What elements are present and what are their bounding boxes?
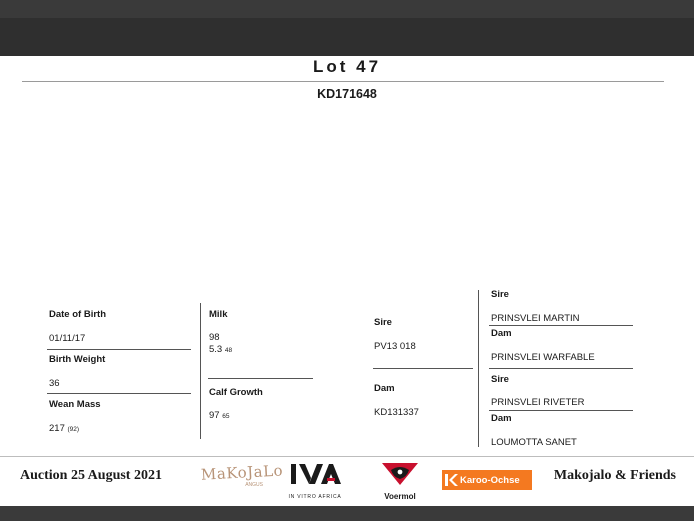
auction-date: Auction 25 August 2021 (20, 468, 162, 483)
wean-mass-label: Wean Mass (49, 399, 101, 410)
milk-value-2-index: 48 (224, 347, 233, 354)
gp-divider-2 (489, 368, 633, 369)
dob-label: Date of Birth (49, 309, 106, 320)
karoo-logo-text: Karoo-Ochse (460, 474, 520, 486)
footer-divider (0, 456, 694, 457)
wean-mass-number: 217 (49, 423, 65, 434)
wean-mass-index: (92) (67, 426, 80, 433)
dam-sire-value: PRINSVLEI RIVETER (491, 397, 585, 408)
iva-logo-sub: IN VITRO AFRICA (288, 494, 342, 500)
dam-dam-label: Dam (491, 413, 512, 424)
makojalo-logo (200, 461, 284, 494)
voermol-mark-icon (378, 461, 422, 487)
checker-pattern (0, 18, 694, 56)
gp-divider-1 (489, 325, 633, 326)
in-vitro-africa-logo (288, 462, 342, 500)
sire-value: PV13 018 (374, 341, 416, 352)
sire-label: Sire (374, 317, 392, 328)
left-divider-2 (47, 393, 191, 394)
voermol-logo (378, 461, 422, 501)
milk-value-1: 98 (209, 332, 220, 343)
milk-value-2 (209, 344, 232, 355)
lot-title: Lot 47 (312, 57, 382, 76)
host-name: Makojalo & Friends (553, 468, 676, 483)
milk-value-2-number: 5.3 (209, 344, 223, 355)
dob-value: 01/11/17 (49, 333, 86, 344)
middle-divider (208, 378, 313, 379)
makojalo-logo-sub: ANGUS (245, 482, 263, 488)
makojalo-logo-text: MaKoJaLo (200, 461, 284, 484)
karoo-ochse-logo (442, 470, 532, 490)
dam-sire-label: Sire (491, 374, 509, 385)
header-pattern-band (0, 0, 694, 56)
dam-label: Dam (374, 383, 395, 394)
bottom-bar (0, 506, 694, 521)
birth-weight-value: 36 (49, 378, 60, 389)
column-divider-1 (200, 303, 201, 439)
calf-growth-value (209, 410, 229, 421)
milk-label: Milk (209, 309, 228, 320)
karoo-k-icon (442, 470, 460, 490)
gp-divider-3 (489, 410, 633, 411)
voermol-logo-text: Voermol (384, 492, 416, 501)
iva-mark-icon (288, 462, 342, 488)
dam-dam-value: LOUMOTTA SANET (491, 437, 577, 448)
lot-code: KD171648 (317, 87, 377, 101)
calf-growth-number: 97 (209, 410, 220, 421)
pedigree-divider-parents (373, 368, 473, 369)
sire-sire-value: PRINSVLEI MARTIN (491, 313, 580, 324)
title-divider (22, 81, 664, 82)
sire-dam-label: Dam (491, 328, 512, 339)
birth-weight-label: Birth Weight (49, 354, 106, 365)
sire-sire-label: Sire (491, 289, 509, 300)
wean-mass-value (49, 423, 79, 434)
column-divider-2 (478, 290, 479, 447)
left-divider-1 (47, 349, 191, 350)
calf-growth-index: 65 (222, 413, 230, 420)
dam-value: KD131337 (374, 407, 419, 418)
calf-growth-label: Calf Growth (209, 387, 263, 398)
sire-dam-value: PRINSVLEI WARFABLE (491, 352, 595, 363)
